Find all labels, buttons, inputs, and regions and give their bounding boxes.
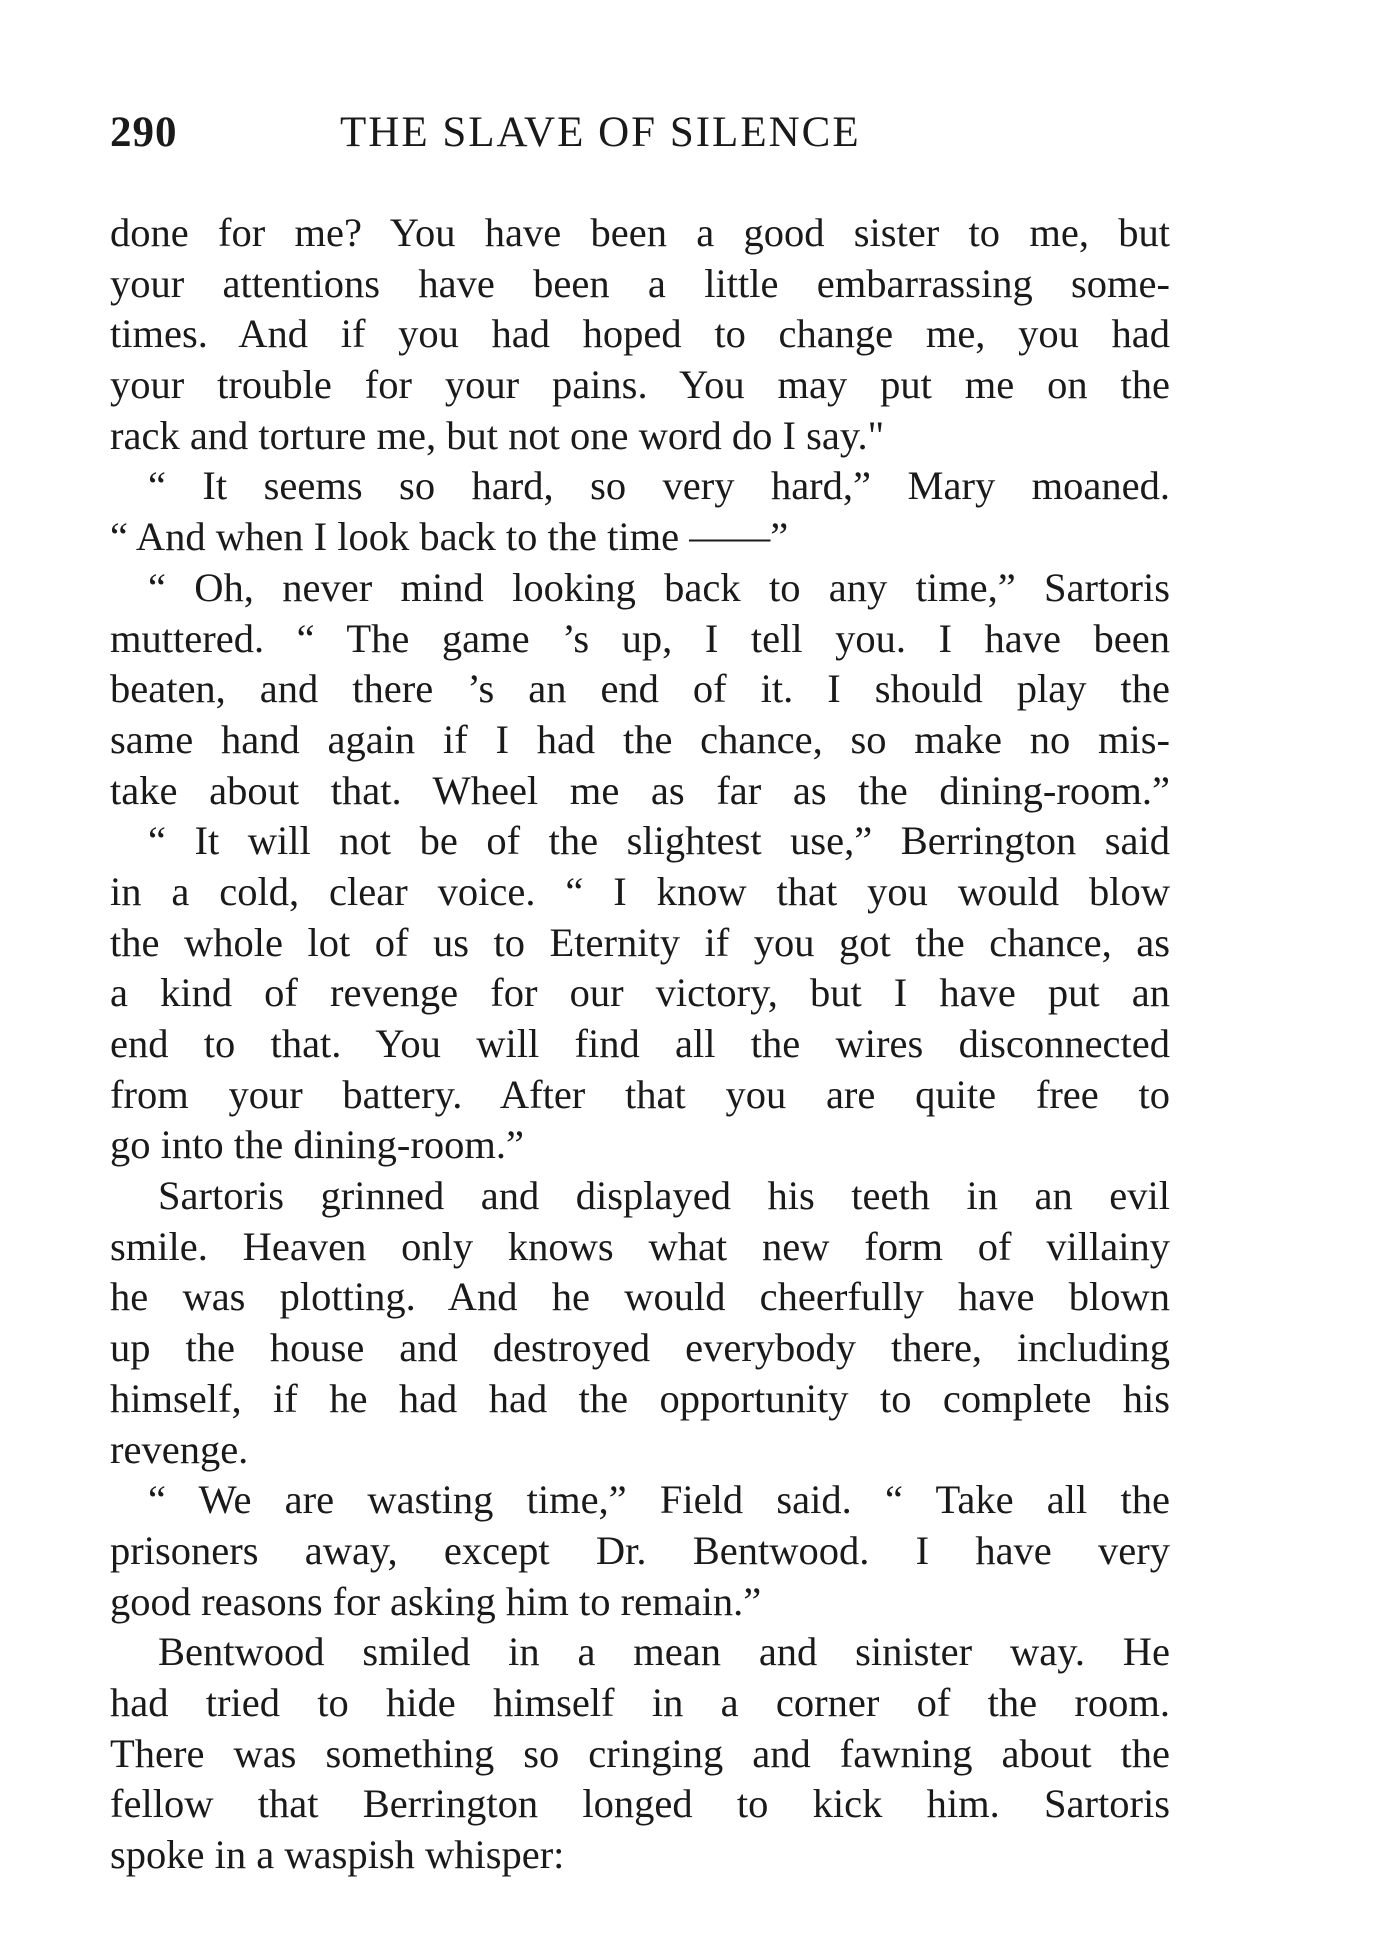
text-line: in a cold, clear voice. “ I know that you would blow (110, 868, 1170, 914)
text-line: rack and torture me, but not one word do I say." (110, 412, 885, 458)
text-line: good reasons for asking him to remain.” (110, 1578, 762, 1624)
text-line: a kind of revenge for our victory, but I have put an (110, 970, 1170, 1016)
text-line: “ Oh, never mind looking back to any time,” Sartoris (148, 564, 1170, 610)
text-line: times. And if you had hoped to change me, you had (110, 311, 1170, 357)
text-line: muttered. “ The game ’s up, I tell you. I have been (110, 615, 1170, 661)
text-line: “ And when I look back to the time ——” (110, 514, 789, 560)
text-line: he was plotting. And he would cheerfully have blown (110, 1274, 1170, 1320)
text-line: “ It seems so hard, so very hard,” Mary moaned. (148, 463, 1170, 509)
text-line: same hand again if I had the chance, so make no mis- (110, 716, 1170, 762)
text-line: from your battery. After that you are quite free to (110, 1071, 1170, 1117)
page-number: 290 (110, 109, 178, 156)
text-line: beaten, and there ’s an end of it. I should play the (110, 666, 1170, 712)
text-line: himself, if he had had the opportunity to complete his (110, 1375, 1170, 1421)
text-line: take about that. Wheel me as far as the dining-room.” (110, 767, 1170, 813)
text-line: go into the dining-room.” (110, 1122, 524, 1168)
text-line: the whole lot of us to Eternity if you got the chance, as (110, 919, 1170, 965)
text-line: “ We are wasting time,” Field said. “ Take all the (148, 1477, 1170, 1523)
page-header (110, 108, 1170, 168)
text-line: your attentions have been a little embarrassing some- (110, 260, 1170, 306)
text-line: Bentwood smiled in a mean and sinister way. He (158, 1629, 1170, 1675)
text-line: prisoners away, except Dr. Bentwood. I have very (110, 1527, 1170, 1573)
text-line: smile. Heaven only knows what new form of villainy (110, 1223, 1170, 1269)
text-line: revenge. (110, 1426, 249, 1472)
text-line: up the house and destroyed everybody there, including (110, 1325, 1170, 1371)
text-line: fellow that Berrington longed to kick him. Sartoris (110, 1781, 1170, 1827)
body-text (110, 208, 1170, 1881)
running-title: THE SLAVE OF SILENCE (340, 109, 861, 156)
text-line: end to that. You will find all the wires disconnected (110, 1021, 1170, 1066)
text-line: Sartoris grinned and displayed his teeth in an evil (158, 1173, 1170, 1219)
text-line: spoke in a waspish whisper: (110, 1832, 565, 1877)
text-line: There was something so cringing and fawning about the (110, 1730, 1170, 1776)
text-line: “ It will not be of the slightest use,” Berrington said (148, 818, 1170, 864)
text-line: your trouble for your pains. You may put me on the (110, 362, 1170, 408)
text-line: had tried to hide himself in a corner of the room. (110, 1679, 1170, 1725)
text-line: done for me? You have been a good sister to me, but (110, 210, 1170, 255)
